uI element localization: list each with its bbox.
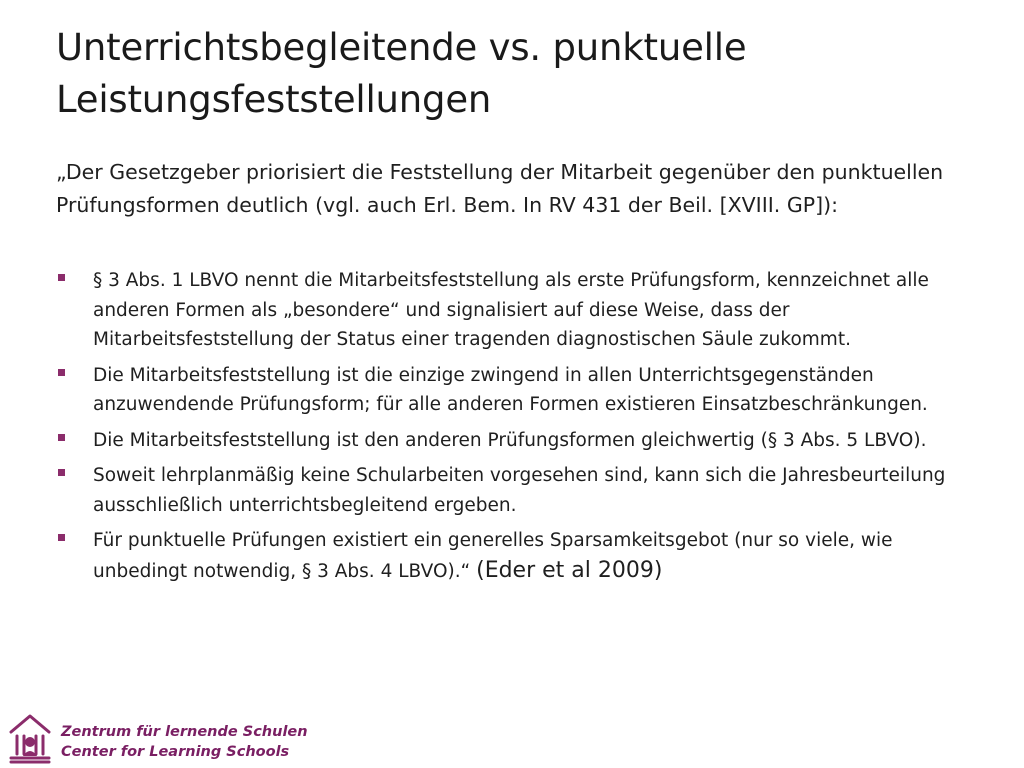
citation: (Eder et al 2009) — [476, 557, 663, 583]
bullet-text: Die Mitarbeitsfeststellung ist den anderen Prüfungsformen gleichwertig (§ 3 Abs. 5 LBVO). — [93, 429, 927, 451]
logo-line-2: Center for Learning Schools — [61, 744, 290, 760]
title-line-2: Leistungsfeststellungen — [56, 78, 492, 121]
bullet-list — [56, 266, 976, 592]
bullet-text: § 3 Abs. 1 LBVO nennt die Mitarbeitsfeststellung als erste Prüfungsform, kennzeichnet alle anderen Formen als „besondere“ und signalisiert auf diese Weise, dass der Mitarbeitsfeststellung der Status einer tragenden diagnostischen Säule zukommt. — [93, 270, 929, 350]
square-bullet-icon — [58, 274, 65, 281]
square-bullet-icon — [58, 369, 65, 376]
square-bullet-icon — [58, 434, 65, 441]
bullet-text: Die Mitarbeitsfeststellung ist die einzige zwingend in allen Unterrichtsgegenständen anzuwendende Prüfungsform; für alle anderen Formen existieren Einsatzbeschränkungen. — [93, 364, 928, 415]
slide-title — [56, 22, 976, 126]
intro-paragraph: „Der Gesetzgeber priorisiert die Feststellung der Mitarbeit gegenüber den punktuellen Prüfungsformen deutlich (vgl. auch Erl. Bem. In RV 431 der Beil. [XVIII. GP]): — [56, 160, 944, 217]
bullet-item — [56, 266, 976, 355]
school-building-icon — [8, 712, 52, 764]
logo-line-1: Zentrum für lernende Schulen — [61, 724, 308, 740]
bullet-item — [56, 526, 976, 586]
logo-text — [61, 722, 308, 762]
title-line-1: Unterrichtsbegleitende vs. punktuelle — [56, 26, 747, 69]
organization-logo — [8, 712, 308, 764]
bullet-text: Für punktuelle Prüfungen existiert ein generelles Sparsamkeitsgebot (nur so viele, wie unbedingt notwendig, § 3 Abs. 4 LBVO).“ — [93, 530, 893, 582]
square-bullet-icon — [58, 534, 65, 541]
bullet-text: Soweit lehrplanmäßig keine Schularbeiten vorgesehen sind, kann sich die Jahresbeurteilung ausschließlich unterrichtsbegleitend ergeben. — [93, 465, 946, 516]
bullet-item — [56, 361, 976, 420]
bullet-item — [56, 426, 976, 456]
bullet-item — [56, 461, 976, 520]
square-bullet-icon — [58, 469, 65, 476]
